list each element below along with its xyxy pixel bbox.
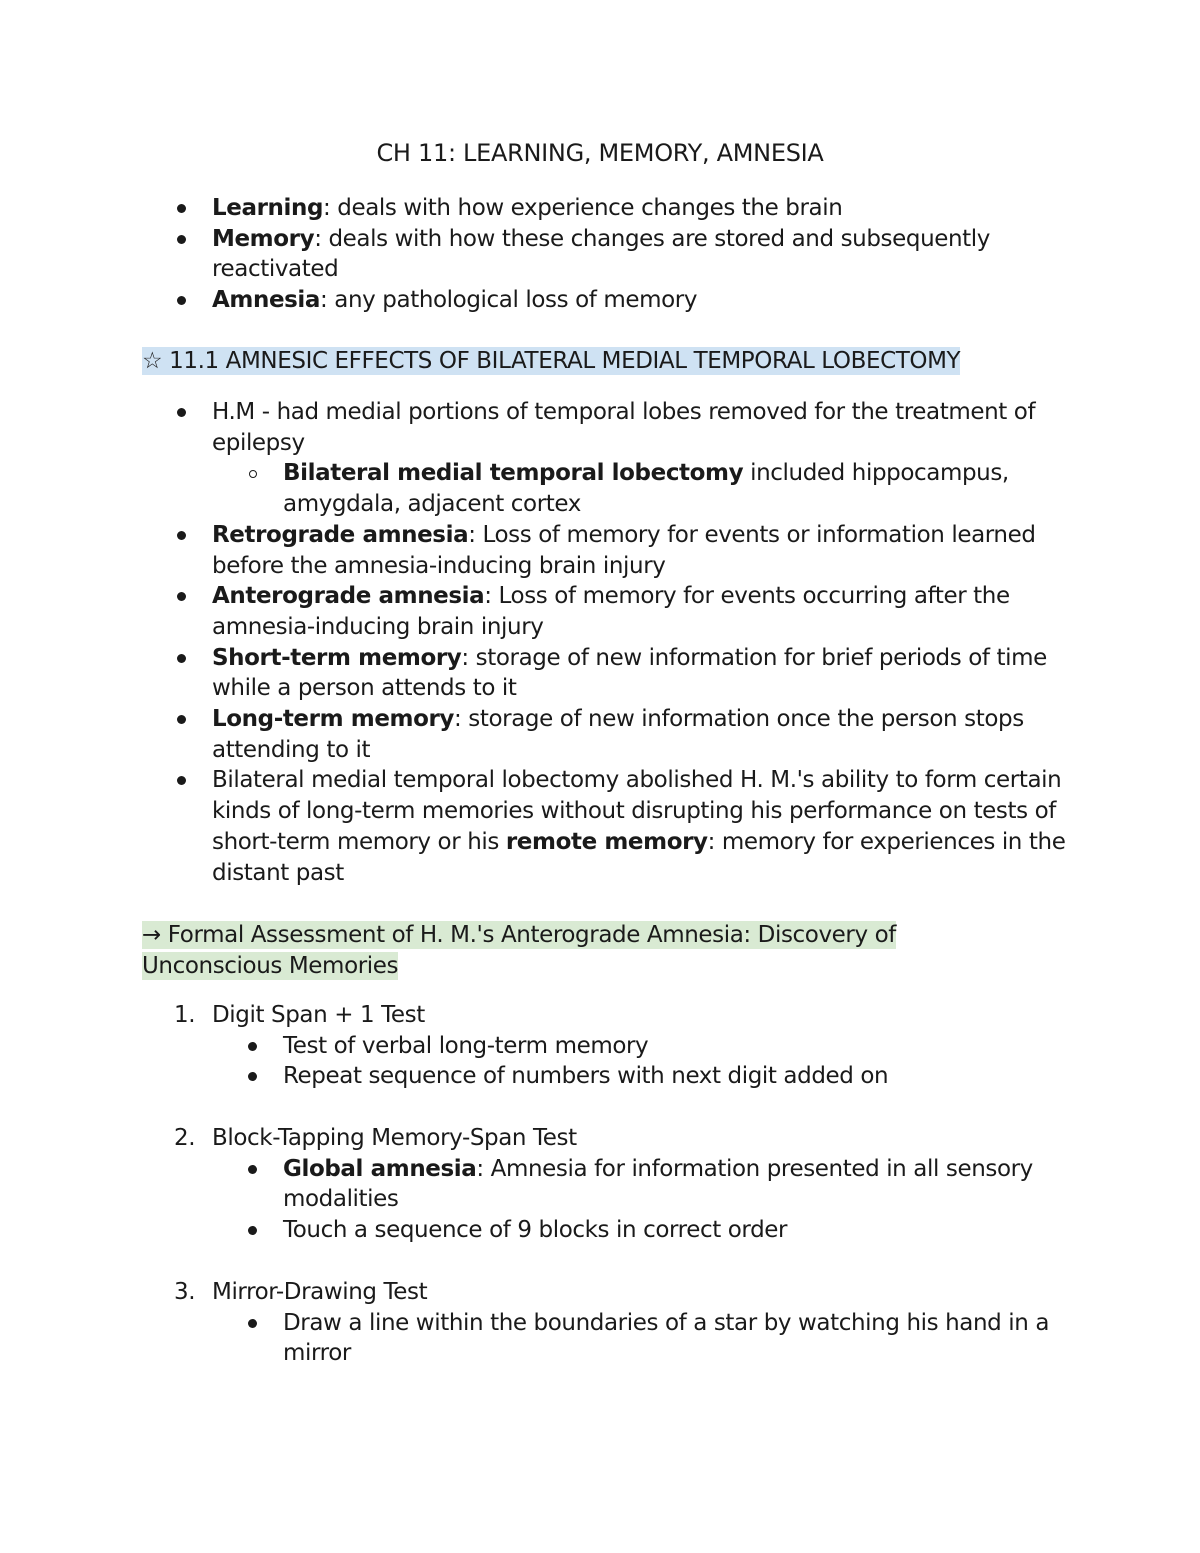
item-text: H.M - had medial portions of temporal lobes removed for the treatment of epilepsy [212,399,1036,456]
definition: : deals with how experience changes the brain [323,195,843,221]
term: Retrograde amnesia [212,521,469,548]
definition: included hippocampus, amygdala, adjacent cortex [283,460,1009,518]
sub-list-item [283,1215,1072,1246]
sub-list-item [283,1061,1072,1092]
definition: : any pathological loss of memory [320,287,698,314]
list-item [212,520,1072,581]
bullet-icon [248,1072,257,1081]
list-item [212,581,1072,642]
bullet-icon [177,296,186,305]
sub-list-item [283,1154,1072,1215]
item-number: 1. [174,1002,196,1028]
sub-list-item [283,1031,1072,1062]
list-item [212,397,1072,458]
hollow-bullet-icon [249,470,257,478]
bullet-icon [248,1226,257,1235]
definition: : deals with how these changes are stored and subsequently reactivated [212,225,990,283]
test-item [174,1123,1072,1246]
list-item [212,765,1072,888]
item-text: Bilateral medial temporal lobectomy abolished H. M.'s ability to form certain kinds of long-term memories without disrupting his performance on tests of short-term memory or his [212,767,1062,855]
bullet-icon [177,204,186,213]
numbered-item [174,1000,1072,1031]
bullet-icon [177,776,186,785]
section-heading-text: ☆ 11.1 AMNESIC EFFECTS OF BILATERAL MEDIAL TEMPORAL LOBECTOMY [142,348,961,374]
bullet-icon [177,592,186,601]
sub-list-item [283,1308,1072,1369]
item-number: 2. [174,1125,196,1151]
subsection-heading-text: → Formal Assessment of H. M.'s Anterograde Amnesia: Discovery of Unconscious Memories [142,922,896,979]
bullet-icon [248,1042,257,1051]
bullet-icon [248,1319,257,1328]
bullet-icon [177,531,186,540]
page-title: CH 11: LEARNING, MEMORY, AMNESIA [376,139,824,167]
section1-list [212,397,1072,888]
item-text: Touch a sequence of 9 blocks in correct order [283,1217,788,1244]
numbered-item [174,1277,1072,1308]
list-item [212,224,1072,285]
definition: : storage of new information once the person stops attending to it [212,706,1024,763]
numbered-item [174,1123,1072,1154]
term: Long-term memory [212,706,455,733]
test-label: Block-Tapping Memory-Span Test [212,1125,577,1151]
term: Global amnesia [283,1155,477,1182]
term: Anterograde amnesia [212,583,485,610]
subsection-heading [142,920,972,981]
list-item [212,193,1072,224]
item-text: Draw a line within the boundaries of a star by watching his hand in a mirror [283,1309,1050,1367]
definition: : Loss of memory for events or information learned before the amnesia-inducing brain injury [212,521,1036,579]
test-label: Mirror-Drawing Test [212,1279,428,1305]
section-heading [142,346,1142,377]
bullet-icon [177,654,186,663]
bullet-icon [177,408,186,417]
term: Amnesia [212,287,321,314]
term: Learning [212,195,324,221]
definition: : memory for experiences in the distant past [212,828,1066,886]
term: Memory [212,225,315,252]
bullet-icon [177,715,186,724]
intro-list [212,193,1072,316]
term: Bilateral medial temporal lobectomy [283,460,744,487]
test-item [174,1000,1072,1092]
list-item [212,285,1072,316]
item-text: Test of verbal long-term memory [283,1032,649,1059]
definition: : Loss of memory for events occurring after the amnesia-inducing brain injury [212,583,1010,640]
item-text: Repeat sequence of numbers with next digit added on [283,1063,889,1090]
definition: : storage of new information for brief periods of time while a person attends to it [212,644,1047,702]
test-item [174,1277,1072,1369]
term: Short-term memory [212,644,462,671]
item-number: 3. [174,1279,196,1305]
definition: : Amnesia for information presented in all sensory modalities [283,1155,1033,1213]
bullet-icon [248,1165,257,1174]
test-label: Digit Span + 1 Test [212,1002,425,1028]
list-item [212,704,1072,765]
list-item [212,643,1072,704]
sub-list-item [283,458,1072,519]
bullet-icon [177,235,186,244]
term: remote memory [505,828,708,855]
